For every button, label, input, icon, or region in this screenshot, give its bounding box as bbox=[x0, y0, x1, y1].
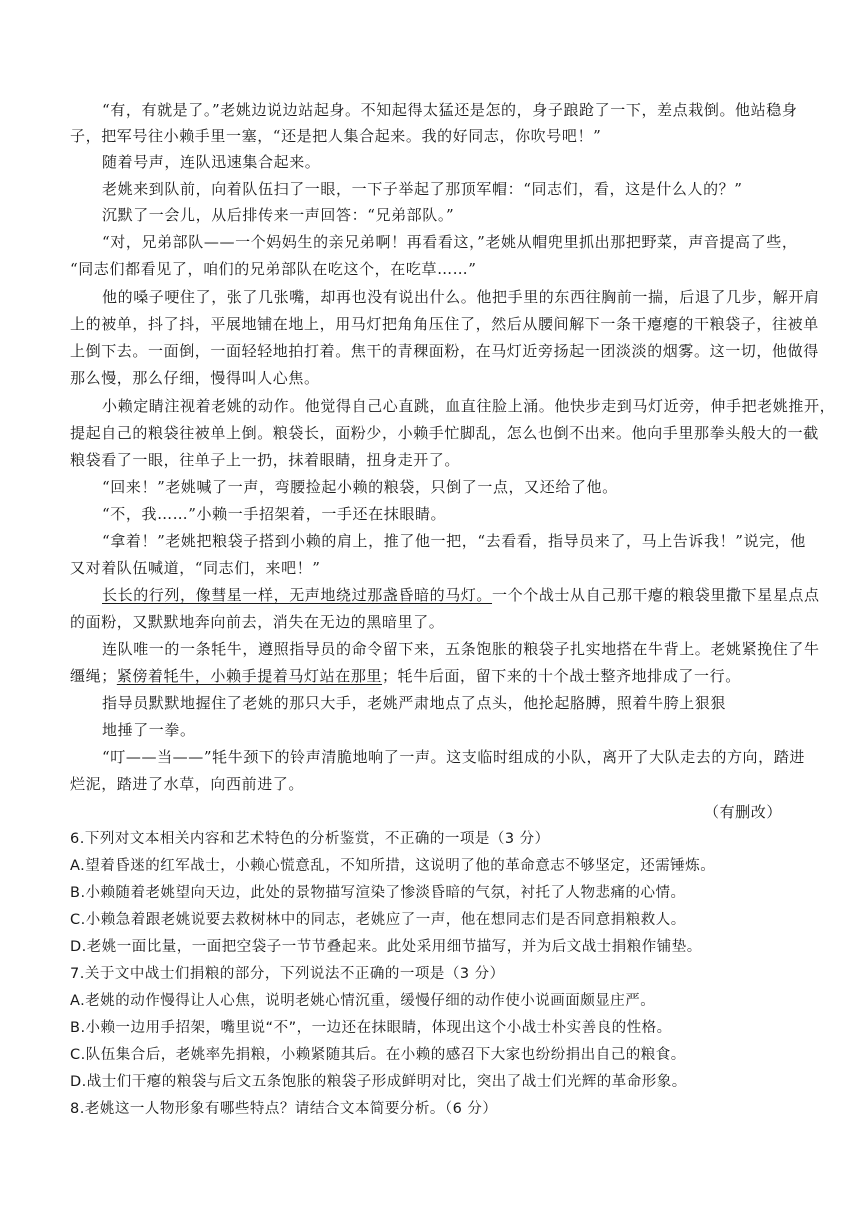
passage-line: 地捶了一拳。 bbox=[102, 721, 196, 739]
passage-line: 的面粉，又默默地奔向前去，消失在无边的黑暗里了。 bbox=[70, 613, 445, 631]
underlined-sentence: 紧傍着牦牛，小赖手提着马灯站在那里 bbox=[116, 667, 383, 685]
question-option: B.小赖一边用手招架，嘴里说“不”，一边还在抹眼睛，体现出这个小战士朴实善良的性格。 bbox=[70, 1020, 672, 1036]
source-note: （有删改） bbox=[703, 803, 782, 821]
passage-line: 那么慢，那么仔细，慢得叫人心焦。 bbox=[70, 369, 320, 387]
passage-line: 上倒下去。一面倒，一面轻轻地拍打着。焦干的青稞面粉，在马灯近旁扬起一团淡淡的烟雾。这一切，他做得 bbox=[70, 342, 819, 360]
question-option: A.望着昏迷的红军战士，小赖心慌意乱，不知所措，这说明了他的革命意志不够坚定，还需锤炼。 bbox=[70, 858, 716, 874]
passage-line: 指导员默默地握住了老姚的那只大手，老姚严肃地点了点头，他抡起胳膊，照着牛胯上狠狠 bbox=[102, 694, 727, 712]
underlined-sentence: 长长的行列，像彗星一样，无声地绕过那盏昏暗的马灯。 bbox=[102, 586, 493, 604]
passage-line: 又对着队伍喊道，“同志们，来吧！” bbox=[70, 559, 321, 577]
question-stem: 7.关于文中战士们捐粮的部分，下列说法不正确的一项是（3 分） bbox=[70, 966, 505, 982]
question-option: C.队伍集合后，老姚率先捐粮，小赖紧随其后。在小赖的感召下大家也纷纷捐出自己的粮食。 bbox=[70, 1047, 686, 1063]
passage-line: 上的被单，抖了抖，平展地铺在地上，用马灯把角角压住了，然后从腰间解下一条干瘪瘪的干粮袋子，往被单 bbox=[70, 315, 819, 333]
passage-line: 随着号声，连队迅速集合起来。 bbox=[102, 153, 321, 171]
question-option: A.老姚的动作慢得让人心焦，说明老姚心情沉重，缓慢仔细的动作使小说画面颇显庄严。 bbox=[70, 993, 656, 1009]
passage-line: 提起自己的粮袋往被单上倒。粮袋长，面粉少，小赖手忙脚乱，怎么也倒不出来。他向手里那拳头般大的一截 bbox=[70, 424, 819, 442]
passage-line: “回来！”老姚喊了一声，弯腰捡起小赖的粮袋，只倒了一点，又还给了他。 bbox=[102, 478, 618, 496]
passage-line: “拿着！”老姚把粮袋子搭到小赖的肩上，推了他一把，“去看看，指导员来了，马上告诉我！”说完，他 bbox=[102, 532, 806, 550]
question-option: D.战士们干瘪的粮袋与后文五条饱胀的粮袋子形成鲜明对比，突出了战士们光辉的革命形象。 bbox=[70, 1074, 687, 1090]
passage-line: “同志们都看见了，咱们的兄弟部队在吃这个，在吃草……” bbox=[70, 260, 477, 278]
passage-line: “叮——当——”牦牛颈下的铃声清脆地响了一声。这支临时组成的小队，离开了大队走去的方向，踏进 bbox=[102, 748, 805, 766]
passage-line: 子，把军号往小赖手里一塞，“还是把人集合起来。我的好同志，你吹号吧！” bbox=[70, 127, 602, 145]
passage-line: 他的嗓子哽住了，张了几张嘴，却再也没有说出什么。他把手里的东西往胸前一揣，后退了几步，解开肩 bbox=[102, 288, 820, 306]
passage-line: 连队唯一的一条牦牛，遵照指导员的命令留下来，五条饱胀的粮袋子扎实地搭在牛背上。老姚紧挽住了牛 bbox=[102, 640, 820, 658]
passage-line: “不，我……”小赖一手招架着，一手还在抹眼睛。 bbox=[102, 505, 447, 523]
passage-text: ；牦牛后面，留下来的十个战士整齐地排成了一行。 bbox=[382, 667, 741, 685]
passage-line: 烂泥，踏进了水草，向西前进了。 bbox=[70, 775, 305, 793]
passage-line: 粮袋看了一眼，往单子上一扔，抹着眼睛，扭身走开了。 bbox=[70, 451, 461, 469]
question-option: D.老姚一面比量，一面把空袋子一节节叠起来。此处采用细节描写，并为后文战士捐粮作铺垫。 bbox=[70, 939, 702, 955]
passage-line: “有，有就是了。”老姚边说边站起身。不知起得太猛还是怎的，身子踉跄了一下，差点栽倒。他站稳身 bbox=[102, 101, 798, 119]
passage-line: 小赖定睛注视着老姚的动作。他觉得自己心直跳，血直往脸上涌。他快步走到马灯近旁，伸手把老姚推开， bbox=[102, 397, 836, 415]
question-stem: 6.下列对文本相关内容和艺术特色的分析鉴赏，不正确的一项是（3 分） bbox=[70, 831, 550, 847]
passage-text: 缰绳； bbox=[70, 667, 117, 685]
question-option: B.小赖随着老姚望向天边，此处的景物描写渲染了惨淡昏暗的气氛，衬托了人物悲痛的心情。 bbox=[70, 885, 686, 901]
question-option: C.小赖急着跟老姚说要去救树林中的同志，老姚应了一声，他在想同志们是否同意捐粮救人。 bbox=[70, 912, 686, 928]
passage-line bbox=[102, 584, 820, 606]
question-stem: 8.老姚这一人物形象有哪些特点？请结合文本简要分析。（6 分） bbox=[70, 1101, 498, 1117]
passage-line: 老姚来到队前，向着队伍扫了一眼，一下子举起了那顶军帽：“同志们，看，这是什么人的？” bbox=[102, 180, 743, 198]
passage-line: “对，兄弟部队——一个妈妈生的亲兄弟啊！再看看这，”老姚从帽兜里抓出那把野菜，声音提高了些， bbox=[102, 233, 798, 251]
passage-line bbox=[70, 665, 741, 687]
passage-text: 一个个战士从自己那干瘪的粮袋里撒下星星点点 bbox=[492, 586, 820, 604]
passage-line: 沉默了一会儿，从后排传来一声回答：“兄弟部队。” bbox=[102, 206, 455, 224]
